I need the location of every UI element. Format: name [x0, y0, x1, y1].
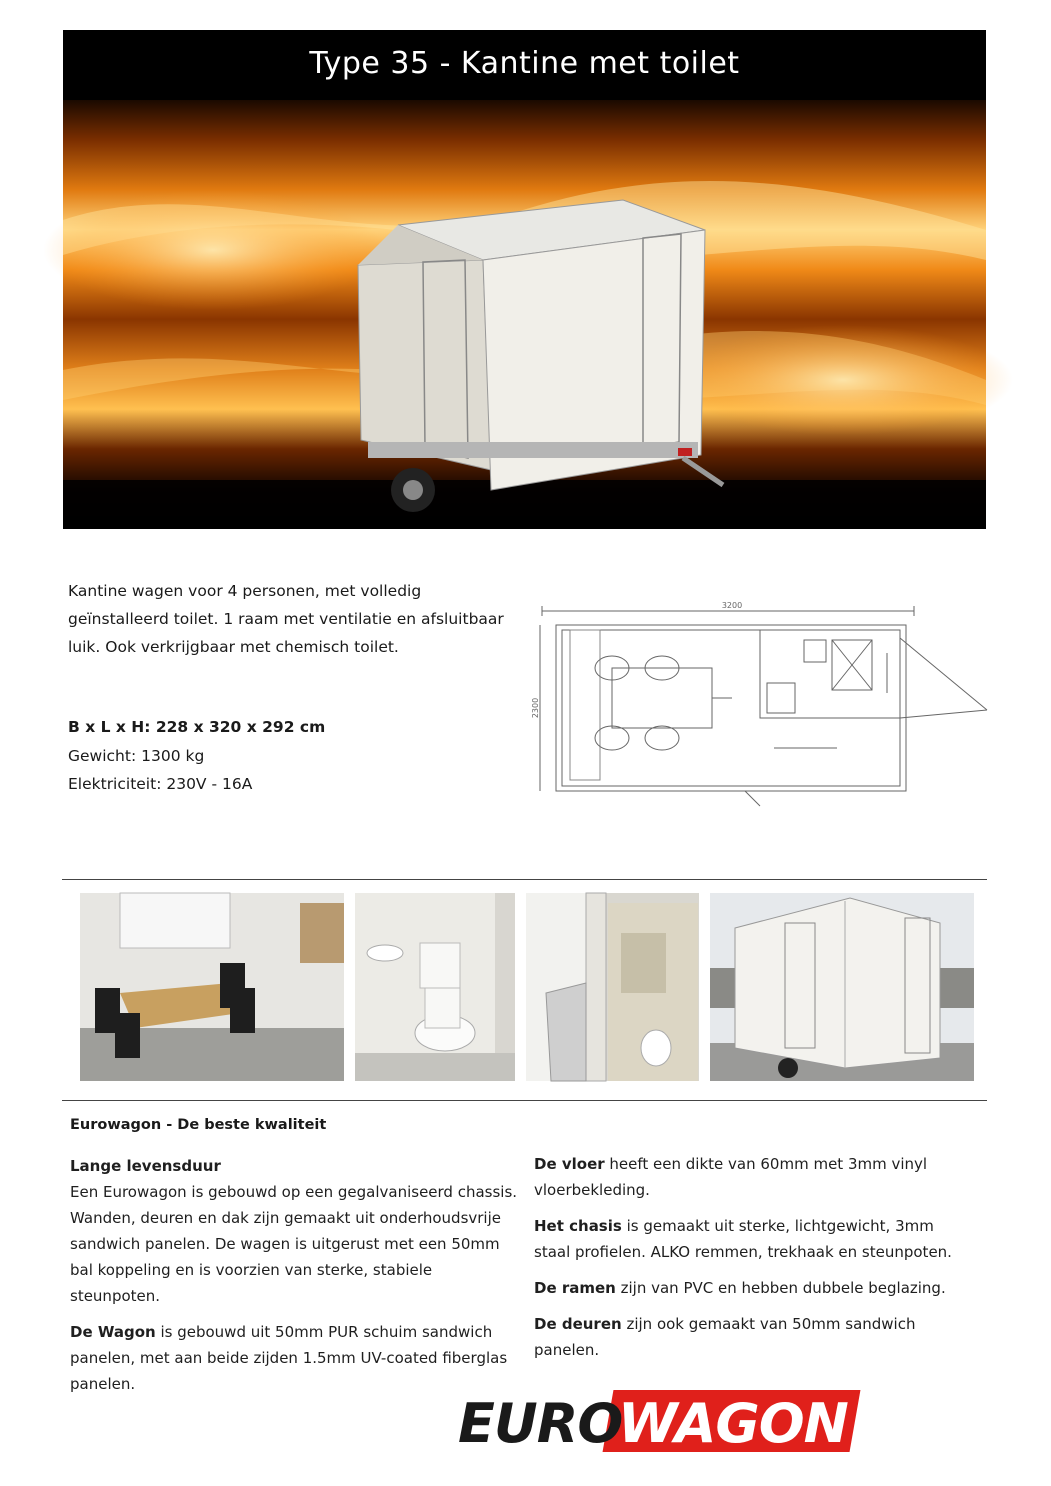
- paragraph-text: Een Eurowagon is gebouwd op een gegalvaniseerd chassis. Wanden, deuren en dak zijn gemaakt uit onderhoudsvrije sandwich panelen. De wagen is uitgerust met een 50mm bal koppeling en is voorzien van sterke, stabiele steunpoten.: [70, 1183, 518, 1305]
- intro-line: luik. Ook verkrijgbaar met chemisch toilet.: [68, 638, 399, 656]
- paragraph: [70, 1319, 525, 1397]
- hero-banner: [63, 30, 986, 529]
- plan-length-label: 3200: [721, 601, 743, 610]
- photo-toilet: [355, 893, 515, 1081]
- eurowagon-logo: [458, 1390, 858, 1454]
- paragraph-text: zijn ook gemaakt van 50mm sandwich panelen.: [534, 1315, 916, 1359]
- divider: [62, 879, 987, 880]
- specifications: [68, 713, 468, 799]
- paragraph: [534, 1311, 974, 1363]
- section-heading: Eurowagon - De beste kwaliteit: [70, 1117, 327, 1133]
- paragraph-lead: Het chasis: [534, 1217, 622, 1235]
- paragraph: [534, 1151, 974, 1203]
- intro-line: geïnstalleerd toilet. 1 raam met ventilatie en afsluitbaar: [68, 610, 504, 628]
- paragraph-text: zijn van PVC en hebben dubbele beglazing.: [615, 1279, 946, 1297]
- photo-canteen-interior: [80, 893, 344, 1081]
- paragraph-lead: De ramen: [534, 1279, 616, 1297]
- paragraph-text: heeft een dikte van 60mm met 3mm vinyl vloerbekleding.: [534, 1155, 928, 1199]
- text-column-left: [70, 1153, 525, 1407]
- subheading: Lange levensduur: [70, 1157, 221, 1175]
- paragraph-lead: De deuren: [534, 1315, 622, 1333]
- divider: [62, 1100, 987, 1101]
- intro-text: [68, 577, 513, 661]
- paragraph-text: is gebouwd uit 50mm PUR schuim sandwich panelen, met aan beide zijden 1.5mm UV-coated fiberglas panelen.: [70, 1323, 508, 1393]
- photo-trailer-exterior: [710, 893, 974, 1081]
- trailer-image: [343, 190, 723, 525]
- text-column-right: [534, 1151, 974, 1373]
- logo-text-wagon: WAGON: [618, 1392, 848, 1455]
- paragraph: [534, 1275, 974, 1301]
- intro-line: Kantine wagen voor 4 personen, met volledig: [68, 582, 422, 600]
- spec-dimensions: B x L x H: 228 x 320 x 292 cm: [68, 718, 326, 736]
- paragraph: [70, 1153, 525, 1309]
- paragraph-lead: De vloer: [534, 1155, 605, 1173]
- photo-toilet-door: [526, 893, 699, 1081]
- paragraph: [534, 1213, 974, 1265]
- spec-weight: Gewicht: 1300 kg: [68, 746, 205, 765]
- spec-electricity: Elektriciteit: 230V - 16A: [68, 775, 253, 793]
- plan-width-label: 2300: [531, 697, 540, 719]
- paragraph-lead: De Wagon: [70, 1323, 156, 1341]
- paragraph-text: is gemaakt uit sterke, lichtgewicht, 3mm staal profielen. ALKO remmen, trekhaak en steunpoten.: [534, 1217, 952, 1261]
- floor-plan-drawing: [532, 598, 992, 803]
- page-title: Type 35 - Kantine met toilet: [309, 46, 740, 81]
- logo-text-euro: EURO: [458, 1392, 623, 1455]
